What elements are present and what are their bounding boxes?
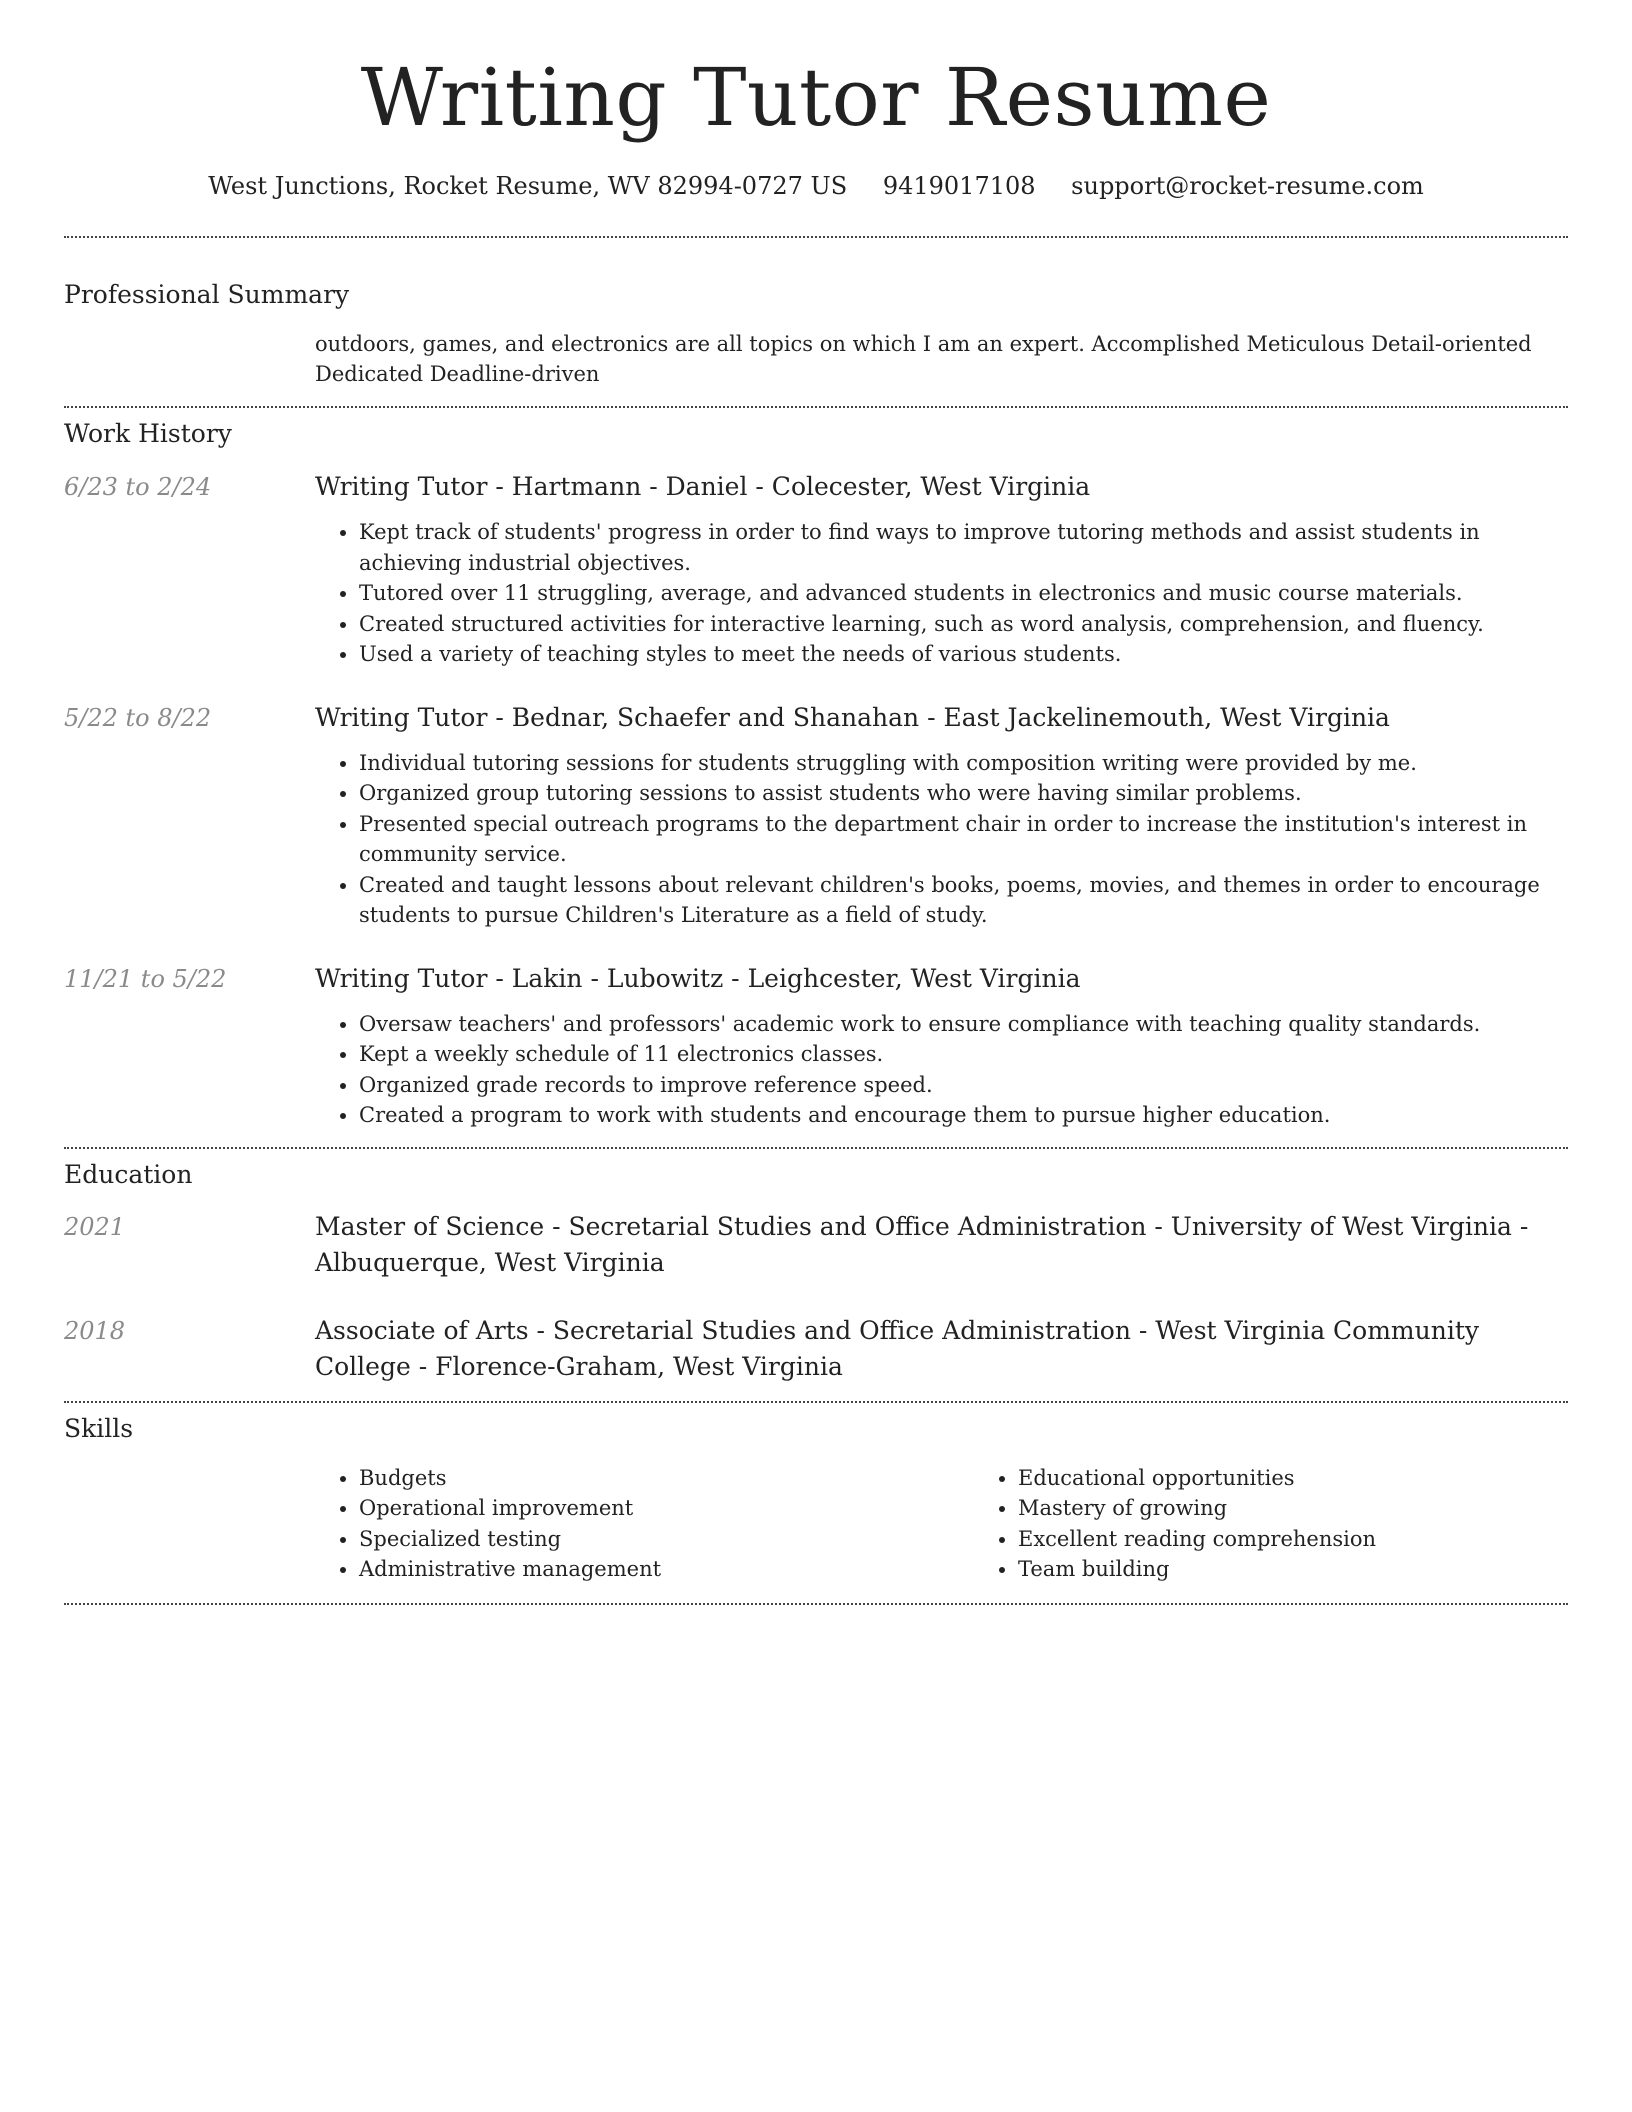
job-heading: Writing Tutor - Bednar, Schaefer and Shanahan - East Jackelinemouth, West Virginia bbox=[315, 702, 1390, 732]
skills-list-left bbox=[315, 1463, 974, 1585]
list-item: • Created a program to work with students and encourage them to pursue higher education. bbox=[359, 1100, 1568, 1131]
job-entry bbox=[64, 470, 1568, 670]
skill-item: • Educational opportunities bbox=[1018, 1463, 1632, 1494]
list-item: • Used a variety of teaching styles to meet the needs of various students. bbox=[359, 639, 1568, 670]
list-item: • Created and taught lessons about relevant children's books, poems, movies, and themes in order to encourage students to pursue Children's Literature as a field of study. bbox=[359, 870, 1568, 931]
divider bbox=[64, 1147, 1568, 1149]
job-dates: 11/21 to 5/22 bbox=[64, 964, 227, 993]
resume-page bbox=[64, 0, 1568, 1605]
list-item: • Kept track of students' progress in order to find ways to improve tutoring methods and assist students in achieving industrial objectives. bbox=[359, 517, 1568, 578]
education-year: 2021 bbox=[64, 1212, 126, 1241]
education-heading: Master of Science - Secretarial Studies and Office Administration - University of West Virginia - Albuquerque, West Virginia bbox=[315, 1211, 1529, 1277]
skill-item: • Budgets bbox=[359, 1463, 974, 1494]
skill-item: • Mastery of growing bbox=[1018, 1493, 1632, 1524]
education-year: 2018 bbox=[64, 1316, 126, 1345]
section-title-education: Education bbox=[64, 1159, 193, 1189]
section-title-work: Work History bbox=[64, 419, 232, 448]
skill-item: • Excellent reading comprehension bbox=[1018, 1524, 1632, 1555]
education-heading: Associate of Arts - Secretarial Studies and Office Administration - West Virginia Community College - Florence-Graham, West Virginia bbox=[315, 1315, 1480, 1381]
contact-address: West Junctions, Rocket Resume, WV 82994-0727 US bbox=[208, 172, 848, 200]
divider bbox=[64, 406, 1568, 408]
divider bbox=[64, 1401, 1568, 1403]
education-entry bbox=[64, 1313, 1568, 1385]
skill-item: • Operational improvement bbox=[359, 1493, 974, 1524]
job-heading: Writing Tutor - Lakin - Lubowitz - Leighcester, West Virginia bbox=[315, 963, 1081, 993]
job-heading: Writing Tutor - Hartmann - Daniel - Colecester, West Virginia bbox=[315, 472, 1091, 501]
section-title-summary: Professional Summary bbox=[64, 280, 350, 309]
list-item: • Organized grade records to improve reference speed. bbox=[359, 1070, 1568, 1101]
list-item: • Presented special outreach programs to the department chair in order to increase the institution's interest in community service. bbox=[359, 809, 1568, 870]
list-item: • Created structured activities for interactive learning, such as word analysis, comprehension, and fluency. bbox=[359, 609, 1568, 640]
skill-item: • Administrative management bbox=[359, 1554, 974, 1585]
divider bbox=[64, 1603, 1568, 1605]
skills-list-right bbox=[974, 1463, 1632, 1585]
work-history-section bbox=[64, 419, 1568, 1131]
job-entry bbox=[64, 962, 1568, 1131]
section-title-skills: Skills bbox=[64, 1413, 134, 1443]
education-entry bbox=[64, 1209, 1568, 1281]
job-bullets bbox=[315, 748, 1568, 931]
job-bullets bbox=[315, 517, 1568, 670]
resume-title: Writing Tutor Resume bbox=[360, 51, 1272, 144]
contact-phone: 9419017108 bbox=[882, 172, 1036, 200]
education-section bbox=[64, 1160, 1568, 1385]
list-item: • Kept a weekly schedule of 11 electronics classes. bbox=[359, 1039, 1568, 1070]
contact-line bbox=[64, 172, 1568, 200]
job-entry bbox=[64, 701, 1568, 931]
skill-item: • Specialized testing bbox=[359, 1524, 974, 1555]
list-item: • Tutored over 11 struggling, average, and advanced students in electronics and music course materials. bbox=[359, 578, 1568, 609]
job-bullets bbox=[315, 1009, 1568, 1131]
job-dates: 6/23 to 2/24 bbox=[64, 473, 212, 501]
list-item: • Organized group tutoring sessions to assist students who were having similar problems. bbox=[359, 778, 1568, 809]
list-item: • Oversaw teachers' and professors' academic work to ensure compliance with teaching quality standards. bbox=[359, 1009, 1568, 1040]
contact-email: support@rocket-resume.com bbox=[1071, 172, 1424, 200]
summary-text: outdoors, games, and electronics are all topics on which I am an expert. Accomplished Meticulous Detail-oriented Dedicated Deadline-driven bbox=[315, 332, 1532, 386]
job-dates: 5/22 to 8/22 bbox=[64, 703, 212, 732]
divider bbox=[64, 236, 1568, 238]
skill-item: • Team building bbox=[1018, 1554, 1632, 1585]
summary-section bbox=[64, 280, 1568, 389]
list-item: • Individual tutoring sessions for students struggling with composition writing were provided by me. bbox=[359, 748, 1568, 779]
skills-section bbox=[64, 1414, 1568, 1585]
